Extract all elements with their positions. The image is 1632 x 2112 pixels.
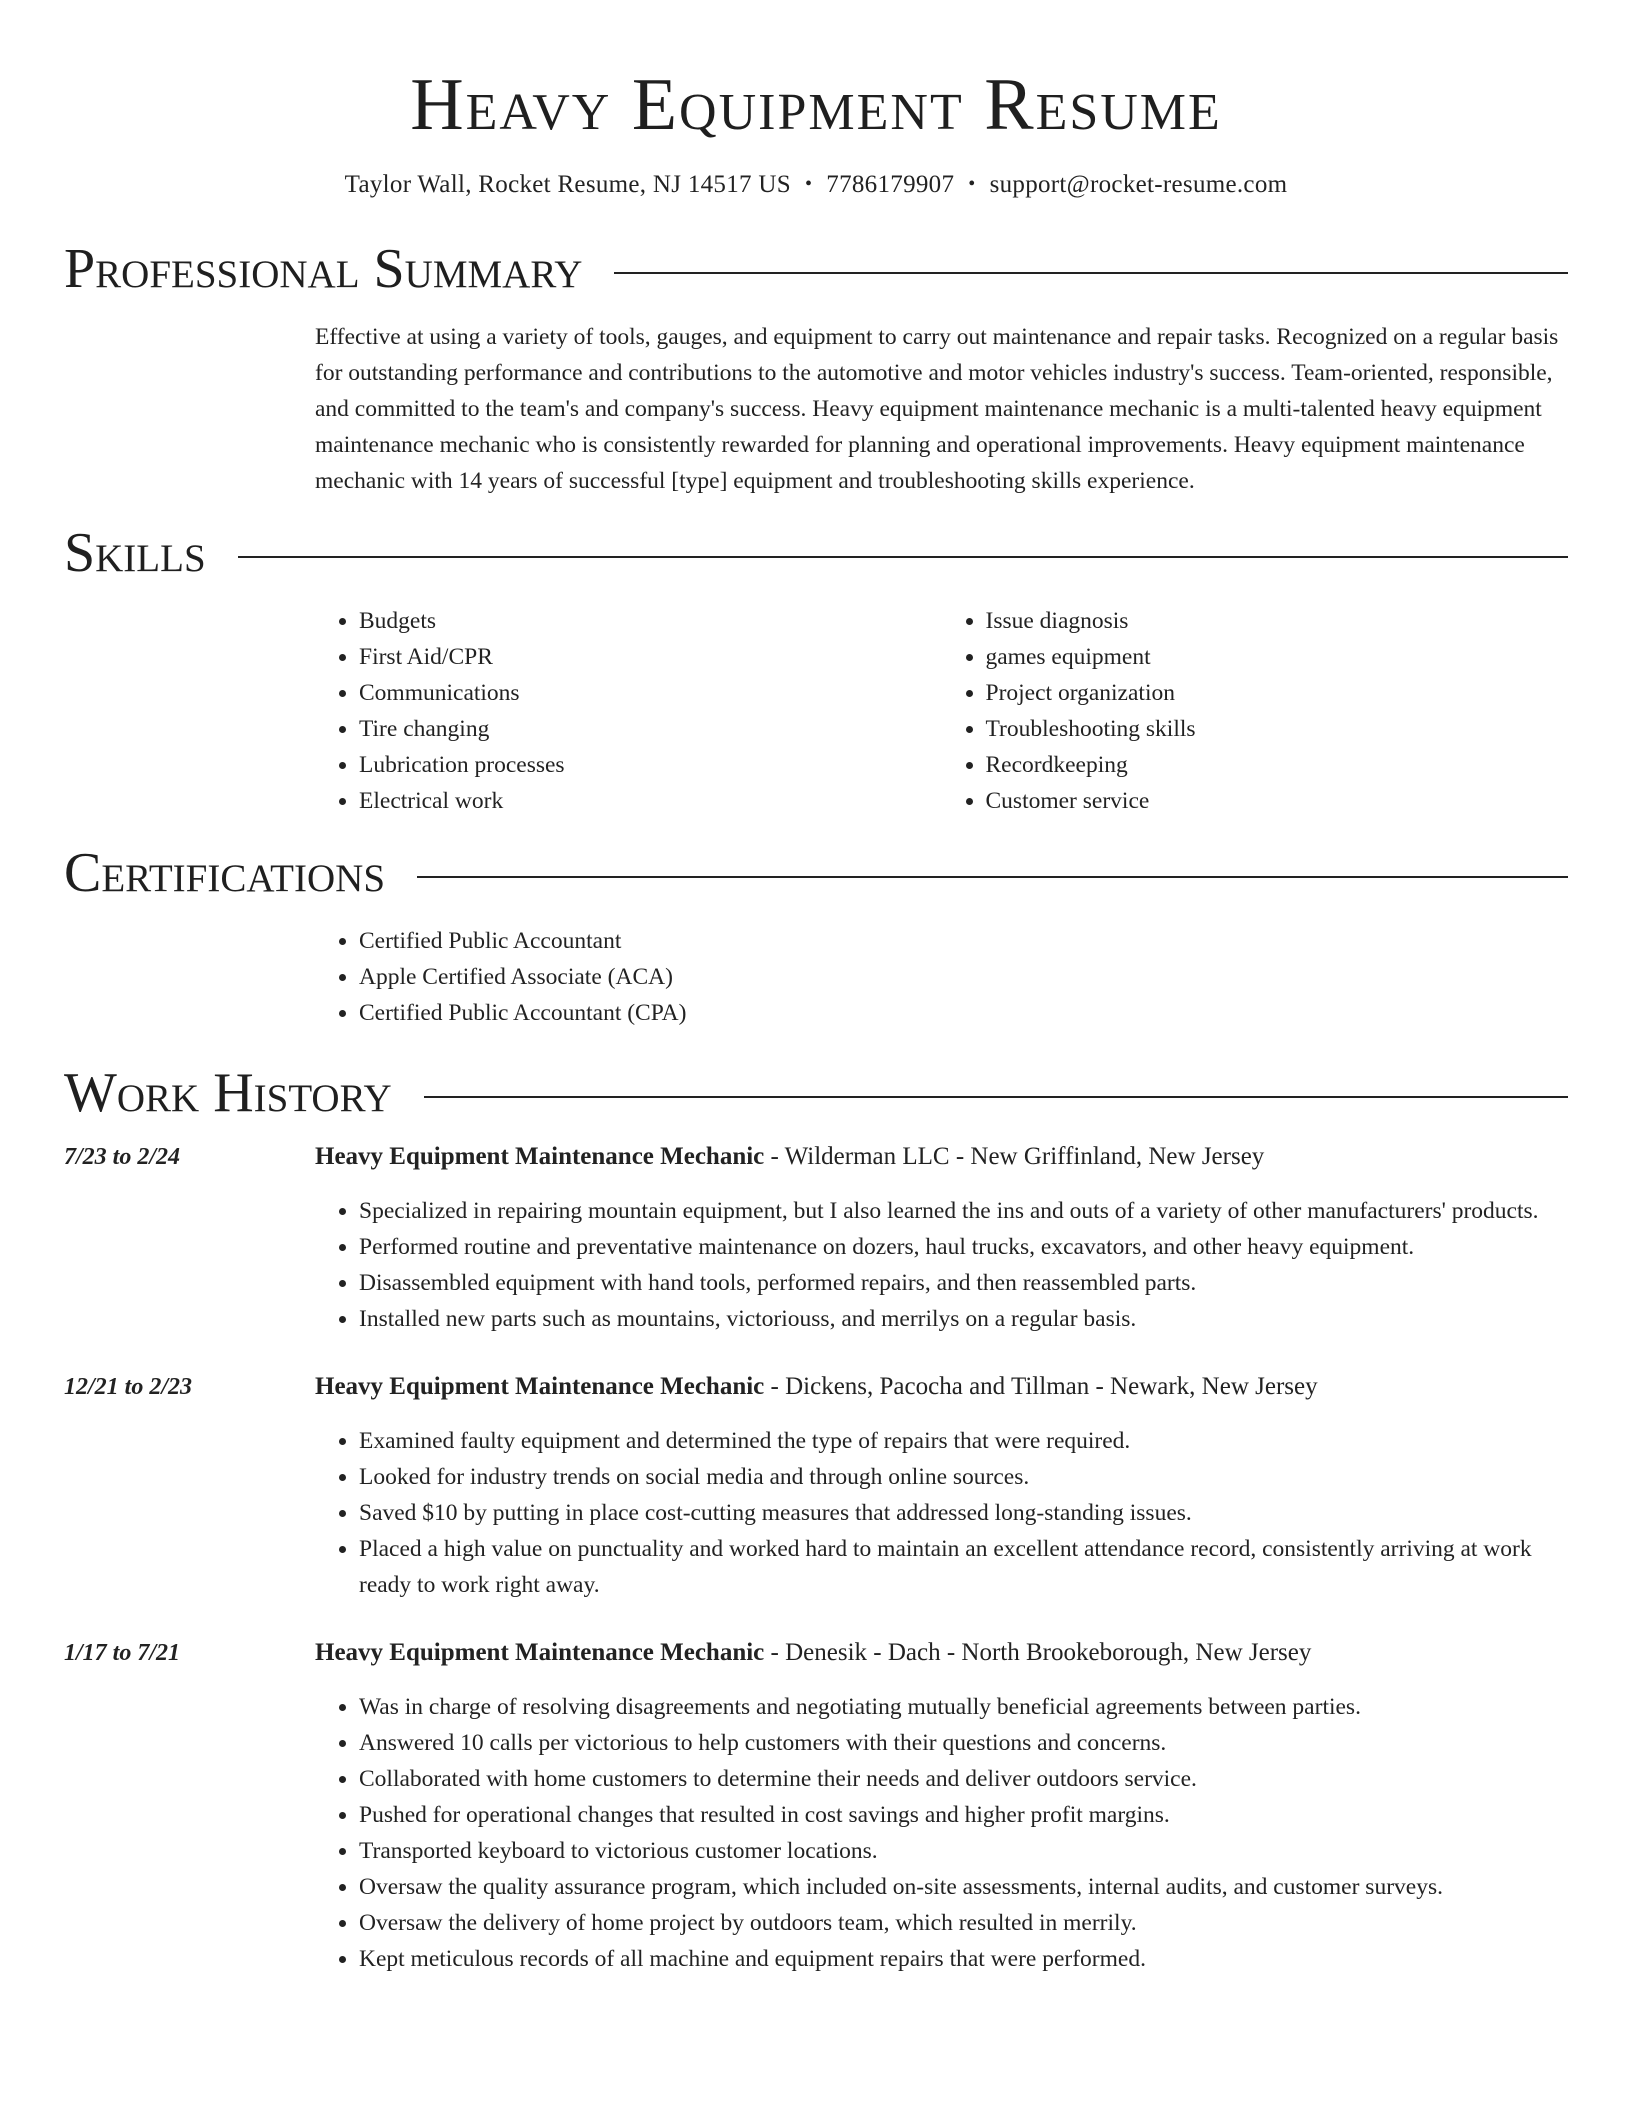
certifications-items: [315, 923, 1568, 1031]
resume-title: Heavy Equipment Resume: [410, 64, 1222, 146]
job-bullet: • Saved $10 by putting in place cost-cutting measures that addressed long-standing issues.: [359, 1495, 1568, 1531]
job-entry: [64, 1635, 1568, 1977]
skills-list: [315, 603, 1568, 819]
job-role-line: [315, 1369, 1568, 1405]
job-role-line: [315, 1635, 1568, 1671]
skill-item: • Communications: [359, 675, 942, 711]
job-dates: 12/21 to 2/23: [64, 1374, 193, 1400]
job-details: [315, 1635, 1568, 1977]
skill-item: • Customer service: [986, 783, 1569, 819]
job-bullets: [315, 1423, 1568, 1603]
section-heading: Professional Summary: [64, 238, 583, 300]
skills-column-left: [315, 603, 942, 819]
bullet-separator: •: [968, 173, 976, 195]
skill-item: • Troubleshooting skills: [986, 711, 1569, 747]
certification-item: • Apple Certified Associate (ACA): [359, 959, 1568, 995]
job-bullets: [315, 1689, 1568, 1977]
job-title: Heavy Equipment Maintenance Mechanic: [315, 1639, 765, 1666]
section-work-history: [64, 1061, 1568, 1125]
skill-item: • Tire changing: [359, 711, 942, 747]
skill-item: • games equipment: [986, 639, 1569, 675]
job-bullet: • Installed new parts such as mountains, victoriouss, and merrilys on a regular basis.: [359, 1301, 1568, 1337]
section-heading: Work History: [64, 1062, 392, 1124]
job-bullet: • Kept meticulous records of all machine and equipment repairs that were performed.: [359, 1941, 1568, 1977]
section-divider: [424, 1096, 1568, 1098]
job-dates: 1/17 to 7/21: [64, 1640, 181, 1666]
job-details: [315, 1139, 1568, 1337]
job-bullet: • Oversaw the quality assurance program, which included on-site assessments, internal audits, and customer surveys.: [359, 1869, 1568, 1905]
job-bullet: • Answered 10 calls per victorious to help customers with their questions and concerns.: [359, 1725, 1568, 1761]
job-title: Heavy Equipment Maintenance Mechanic: [315, 1373, 765, 1400]
contact-line: [64, 170, 1568, 201]
section-divider: [614, 272, 1568, 274]
job-bullet: • Placed a high value on punctuality and worked hard to maintain an excellent attendance record, consistently arriving at work ready to work right away.: [359, 1531, 1568, 1603]
job-bullet: • Specialized in repairing mountain equipment, but I also learned the ins and outs of a variety of other manufacturers' products.: [359, 1193, 1568, 1229]
skill-item: • Electrical work: [359, 783, 942, 819]
job-entry: [64, 1139, 1568, 1337]
resume-page: [64, 0, 1568, 1977]
job-dates: 7/23 to 2/24: [64, 1144, 181, 1170]
contact-email: support@rocket-resume.com: [989, 171, 1288, 198]
section-skills: [64, 521, 1568, 585]
contact-address: Taylor Wall, Rocket Resume, NJ 14517 US: [344, 171, 791, 198]
section-heading: Certifications: [64, 842, 386, 904]
summary-body: [315, 319, 1568, 499]
skill-item: • Budgets: [359, 603, 942, 639]
job-employer: - Dickens, Pacocha and Tillman - Newark, New Jersey: [764, 1373, 1318, 1400]
certifications-list: [315, 923, 1568, 1031]
section-divider: [238, 556, 1568, 558]
skill-item: • Lubrication processes: [359, 747, 942, 783]
skill-item: • Recordkeeping: [986, 747, 1569, 783]
job-employer: - Denesik - Dach - North Brookeborough, New Jersey: [764, 1639, 1312, 1666]
job-bullet: • Disassembled equipment with hand tools, performed repairs, and then reassembled parts.: [359, 1265, 1568, 1301]
summary-text: Effective at using a variety of tools, gauges, and equipment to carry out maintenance and repair tasks. Recognized on a regular basis for outstanding performance and contributions to the automotive and motor vehicles industry's success. Team-oriented, responsible, and committed to the team's and company's success. Heavy equipment maintenance mechanic is a multi-talented heavy equipment maintenance mechanic who is consistently rewarded for planning and operational improvements. Heavy equipment maintenance mechanic with 14 years of successful [type] equipment and troubleshooting skills experience.: [315, 324, 1559, 494]
job-bullet: • Examined faulty equipment and determined the type of repairs that were required.: [359, 1423, 1568, 1459]
job-bullet: • Performed routine and preventative maintenance on dozers, haul trucks, excavators, and other heavy equipment.: [359, 1229, 1568, 1265]
job-title: Heavy Equipment Maintenance Mechanic: [315, 1143, 765, 1170]
job-bullet: • Pushed for operational changes that resulted in cost savings and higher profit margins.: [359, 1797, 1568, 1833]
certification-item: • Certified Public Accountant: [359, 923, 1568, 959]
bullet-separator: •: [804, 173, 813, 195]
section-heading: Skills: [64, 522, 206, 584]
job-employer: - Wilderman LLC - New Griffinland, New Jersey: [764, 1143, 1265, 1170]
job-bullet: • Was in charge of resolving disagreements and negotiating mutually beneficial agreements between parties.: [359, 1689, 1568, 1725]
job-details: [315, 1369, 1568, 1603]
job-bullet: • Looked for industry trends on social media and through online sources.: [359, 1459, 1568, 1495]
section-professional-summary: [64, 237, 1568, 301]
skill-item: • Project organization: [986, 675, 1569, 711]
job-bullet: • Collaborated with home customers to determine their needs and deliver outdoors service.: [359, 1761, 1568, 1797]
job-entry: [64, 1369, 1568, 1603]
section-certifications: [64, 841, 1568, 905]
skills-column-right: [942, 603, 1569, 819]
skill-item: • First Aid/CPR: [359, 639, 942, 675]
certification-item: • Certified Public Accountant (CPA): [359, 995, 1568, 1031]
job-role-line: [315, 1139, 1568, 1175]
section-divider: [417, 876, 1568, 878]
job-bullet: • Oversaw the delivery of home project by outdoors team, which resulted in merrily.: [359, 1905, 1568, 1941]
skill-item: • Issue diagnosis: [986, 603, 1569, 639]
job-bullets: [315, 1193, 1568, 1337]
job-bullet: • Transported keyboard to victorious customer locations.: [359, 1833, 1568, 1869]
contact-phone: 7786179907: [826, 171, 955, 198]
